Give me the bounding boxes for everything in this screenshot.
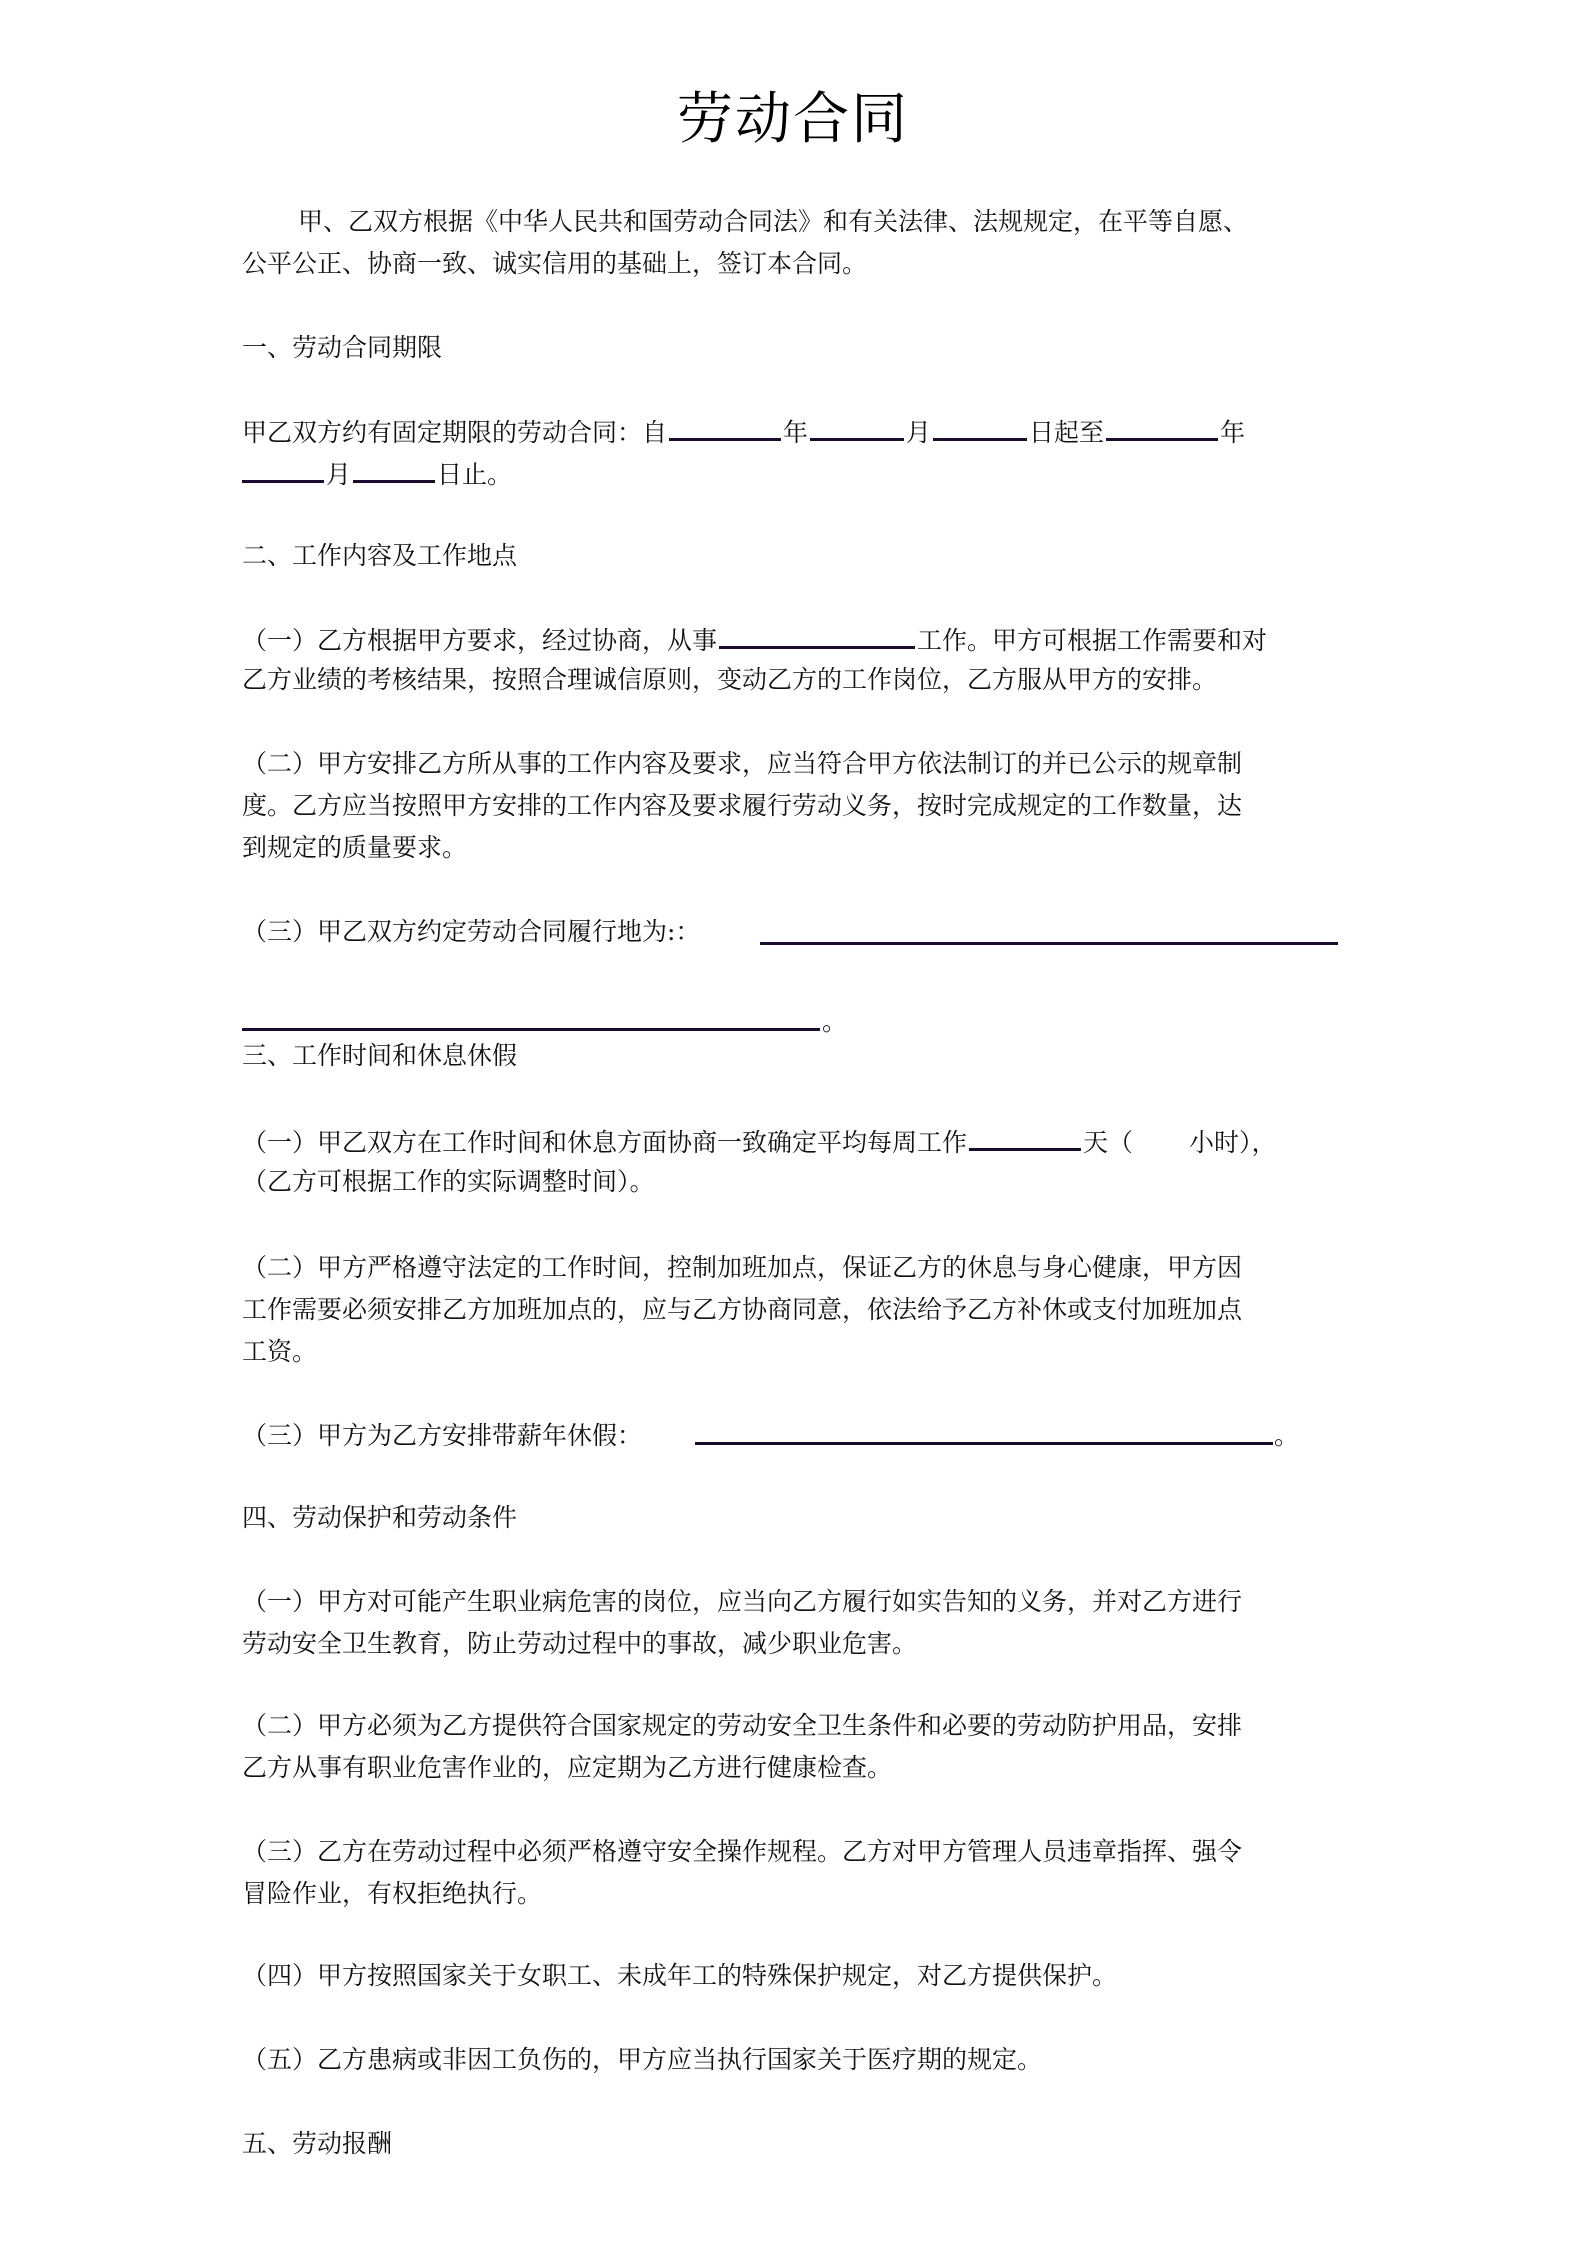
work-location-end: 。	[822, 1007, 848, 1036]
section-2-heading: 二、工作内容及工作地点	[242, 541, 518, 570]
section-3-item-2-line-2: 工作需要必须安排乙方加班加点的，应与乙方协商同意，依法给予乙方补休或支付加班加点	[242, 1295, 1243, 1324]
year-label-2: 年	[1220, 418, 1246, 447]
intro-line-1: 甲、乙双方根据《中华人民共和国劳动合同法》和有关法律、法规规定，在平等自愿、	[298, 207, 1249, 236]
start-year-blank[interactable]	[669, 414, 781, 441]
section-4-heading: 四、劳动保护和劳动条件	[242, 1503, 518, 1532]
annual-leave-end: 。	[1274, 1421, 1300, 1450]
end-day-blank[interactable]	[353, 456, 435, 483]
section-3-heading: 三、工作时间和休息休假	[242, 1041, 518, 1070]
contract-term-prefix: 甲乙双方约有固定期限的劳动合同：自	[242, 418, 668, 447]
section-2-item-3-line-1	[242, 916, 700, 948]
day-from-label: 日起至	[1029, 418, 1105, 447]
intro-line-2: 公平公正、协商一致、诚实信用的基础上，签订本合同。	[242, 249, 868, 278]
work-days-blank[interactable]	[969, 1124, 1081, 1151]
month-label: 月	[906, 418, 932, 447]
annual-leave-blank[interactable]	[695, 1442, 1273, 1445]
month-label-2: 月	[326, 460, 352, 489]
section-2-item-2-line-3: 到规定的质量要求。	[242, 833, 468, 862]
section-3-item-2-line-3: 工资。	[242, 1337, 318, 1366]
job-prefix: （一）乙方根据甲方要求，经过协商，从事	[242, 626, 718, 655]
section-2-item-2-line-2: 度。乙方应当按照甲方安排的工作内容及要求履行劳动义务，按时完成规定的工作数量，达	[242, 791, 1243, 820]
contract-term-line-2	[242, 456, 512, 491]
end-year-blank[interactable]	[1106, 414, 1218, 441]
work-days-prefix: （一）甲乙双方在工作时间和休息方面协商一致确定平均每周工作	[242, 1128, 968, 1157]
section-5-heading: 五、劳动报酬	[242, 2129, 393, 2158]
section-4-item-1-line-2: 劳动安全卫生教育，防止劳动过程中的事故，减少职业危害。	[242, 1629, 918, 1658]
work-location-prefix: （三）甲乙双方约定劳动合同履行地为:：	[242, 917, 701, 946]
section-4-item-1-line-1: （一）甲方对可能产生职业病危害的岗位，应当向乙方履行如实告知的义务，并对乙方进行	[242, 1587, 1243, 1616]
job-suffix: 工作。甲方可根据工作需要和对	[917, 626, 1268, 655]
section-1-heading: 一、劳动合同期限	[242, 333, 443, 362]
section-4-item-3-line-2: 冒险作业，有权拒绝执行。	[242, 1879, 543, 1908]
section-4-item-2-line-2: 乙方从事有职业危害作业的，应定期为乙方进行健康检查。	[242, 1753, 893, 1782]
work-location-blank-1[interactable]	[760, 942, 1338, 945]
section-2-item-2-line-1: （二）甲方安排乙方所从事的工作内容及要求，应当符合甲方依法制订的并已公示的规章制	[242, 749, 1243, 778]
section-4-item-4-line-1: （四）甲方按照国家关于女职工、未成年工的特殊保护规定，对乙方提供保护。	[242, 1961, 1118, 1990]
section-4-item-5-line-1: （五）乙方患病或非因工负伤的，甲方应当执行国家关于医疗期的规定。	[242, 2045, 1043, 2074]
start-day-blank[interactable]	[933, 414, 1027, 441]
section-3-item-2-line-1: （二）甲方严格遵守法定的工作时间，控制加班加点，保证乙方的休息与身心健康，甲方因	[242, 1253, 1243, 1282]
job-title-blank[interactable]	[719, 622, 915, 649]
document-title: 劳动合同	[677, 87, 909, 152]
end-month-blank[interactable]	[242, 456, 324, 483]
contract-term-line-1	[242, 414, 1245, 449]
start-month-blank[interactable]	[810, 414, 904, 441]
section-4-item-2-line-1: （二）甲方必须为乙方提供符合国家规定的劳动安全卫生条件和必要的劳动防护用品，安排	[242, 1711, 1243, 1740]
year-label: 年	[783, 418, 809, 447]
hours-label: 小时），	[1189, 1128, 1277, 1157]
section-3-item-3-line-1	[242, 1420, 642, 1452]
section-2-item-1-line-1	[242, 622, 1267, 657]
work-location-blank-2[interactable]	[242, 1028, 820, 1031]
days-label: 天（	[1083, 1128, 1134, 1157]
section-4-item-3-line-1: （三）乙方在劳动过程中必须严格遵守安全操作规程。乙方对甲方管理人员违章指挥、强令	[242, 1837, 1243, 1866]
section-3-item-1-line-1	[242, 1124, 1277, 1159]
section-2-item-1-line-2: 乙方业绩的考核结果，按照合理诚信原则，变动乙方的工作岗位，乙方服从甲方的安排。	[242, 665, 1218, 694]
annual-leave-prefix: （三）甲方为乙方安排带薪年休假：	[242, 1421, 643, 1450]
section-3-item-1-line-2: （乙方可根据工作的实际调整时间）。	[242, 1167, 655, 1196]
day-to-label: 日止。	[437, 460, 513, 489]
